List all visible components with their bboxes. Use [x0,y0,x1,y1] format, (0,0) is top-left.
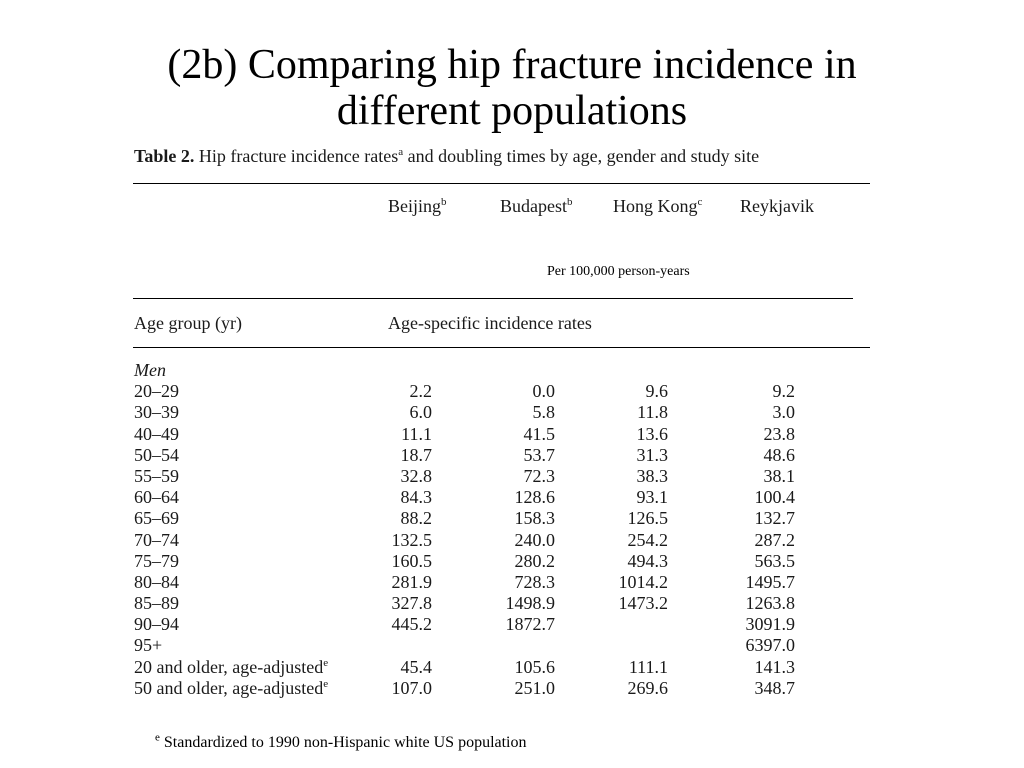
cell-reykjavik: 141.3 [754,656,795,677]
cell-budapest: 240.0 [514,529,555,550]
row-label-sup: e [323,656,329,669]
cell-reykjavik: 1263.8 [745,593,795,614]
column-header-reykjavik: Reykjavik [740,196,814,216]
table-row [133,614,833,635]
cell-hong-kong: 269.6 [627,677,668,698]
cell-budapest: 105.6 [514,656,555,677]
table-top-rule [133,183,870,184]
table-row [133,466,833,487]
cell-hong-kong: 9.6 [645,381,668,402]
cell-reykjavik: 3091.9 [745,614,795,635]
row-group-header: Age group (yr) [134,313,242,333]
cell-hong-kong: 126.5 [627,508,668,529]
slide-title [0,42,1024,134]
table-row [133,678,833,699]
cell-budapest: 0.0 [532,381,555,402]
row-label: 50–54 [134,444,179,465]
cell-reykjavik: 563.5 [754,550,795,571]
row-label: 65–69 [134,508,179,529]
table-row [133,381,833,402]
cell-budapest: 251.0 [514,677,555,698]
slide-title-line-2: different populations [336,88,688,134]
cell-beijing: 6.0 [409,402,432,423]
cell-beijing: 2.2 [409,381,432,402]
header-divider-rule [133,298,853,299]
cell-reykjavik: 6397.0 [745,635,795,656]
cell-beijing: 84.3 [400,487,432,508]
row-label-sup: e [323,677,329,690]
cell-reykjavik: 9.2 [772,381,795,402]
row-label: 60–64 [134,487,179,508]
cell-budapest: 728.3 [514,571,555,592]
column-header-budapest: Budapest$^b$ [500,196,573,216]
cell-budapest: 41.5 [523,423,555,444]
table-row [133,593,833,614]
cell-reykjavik: 3.0 [772,402,795,423]
cell-hong-kong: 38.3 [636,465,668,486]
group-label-row [133,360,833,381]
cell-beijing: 32.8 [400,465,432,486]
row-label: 20–29 [134,381,179,402]
table-caption [134,146,759,167]
cell-budapest: 72.3 [523,465,555,486]
cell-hong-kong: 254.2 [627,529,668,550]
cell-reykjavik: 48.6 [763,444,795,465]
units-note: Per 100,000 person-years [547,264,690,279]
value-group-header: Age-specific incidence rates [388,313,592,333]
table-caption-sup: a [398,146,404,158]
column-header-beijing: Beijing$^b$ [388,196,447,216]
cell-budapest: 1872.7 [505,614,555,635]
footnote-marker: e [155,731,160,744]
row-label: 95+ [134,635,163,656]
table-row [133,402,833,423]
footnote [155,731,527,752]
column-header-hong-kong: Hong Kong$^c$ [613,196,703,216]
cell-beijing: 107.0 [391,677,432,698]
table-row [133,530,833,551]
row-label: 90–94 [134,614,179,635]
cell-hong-kong: 13.6 [636,423,668,444]
cell-reykjavik: 38.1 [763,465,795,486]
cell-beijing: 132.5 [391,529,432,550]
cell-hong-kong: 11.8 [637,402,668,423]
table-row [133,551,833,572]
cell-beijing: 11.1 [401,423,432,444]
body-top-rule [133,347,870,348]
row-label: 40–49 [134,423,179,444]
cell-hong-kong: 111.1 [628,656,668,677]
table-row [133,424,833,445]
row-label: 80–84 [134,571,179,592]
cell-budapest: 280.2 [514,550,555,571]
table-row [133,487,833,508]
cell-budapest: 53.7 [523,444,555,465]
cell-budapest: 158.3 [514,508,555,529]
cell-beijing: 45.4 [400,656,432,677]
table-caption-text: Hip fracture incidence rates [198,146,399,166]
group-label: Men [134,360,166,380]
table-row [133,657,833,678]
cell-beijing: 445.2 [391,614,432,635]
cell-beijing: 327.8 [391,593,432,614]
cell-hong-kong: 1014.2 [618,571,668,592]
cell-budapest: 5.8 [532,402,555,423]
cell-hong-kong: 1473.2 [618,593,668,614]
row-label: 50 and older, age-adjusted$^e$ [134,677,329,698]
row-label: 20 and older, age-adjusted$^e$ [134,656,329,677]
row-label: 70–74 [134,529,179,550]
row-label: 75–79 [134,550,179,571]
cell-reykjavik: 132.7 [754,508,795,529]
table-body [133,360,833,699]
row-label: 85–89 [134,593,179,614]
cell-budapest: 1498.9 [505,593,555,614]
cell-reykjavik: 1495.7 [745,571,795,592]
row-label: 30–39 [134,402,179,423]
cell-reykjavik: 100.4 [754,487,795,508]
table-row [133,635,833,656]
cell-reykjavik: 287.2 [754,529,795,550]
footnote-text: Standardized to 1990 non-Hispanic white US population [163,734,527,751]
table-caption-rest: and doubling times by age, gender and study site [407,146,760,166]
cell-beijing: 88.2 [400,508,432,529]
table-caption-label: Table 2. [134,146,195,166]
cell-hong-kong: 494.3 [627,550,668,571]
table-row [133,572,833,593]
cell-beijing: 281.9 [391,571,432,592]
slide-title-line-1: (2b) Comparing hip fracture incidence in [167,42,857,88]
row-label: 55–59 [134,465,179,486]
cell-budapest: 128.6 [514,487,555,508]
cell-hong-kong: 93.1 [636,487,668,508]
cell-beijing: 160.5 [391,550,432,571]
cell-reykjavik: 23.8 [763,423,795,444]
cell-beijing: 18.7 [400,444,432,465]
table-row [133,508,833,529]
cell-reykjavik: 348.7 [754,677,795,698]
table-row [133,445,833,466]
cell-hong-kong: 31.3 [636,444,668,465]
